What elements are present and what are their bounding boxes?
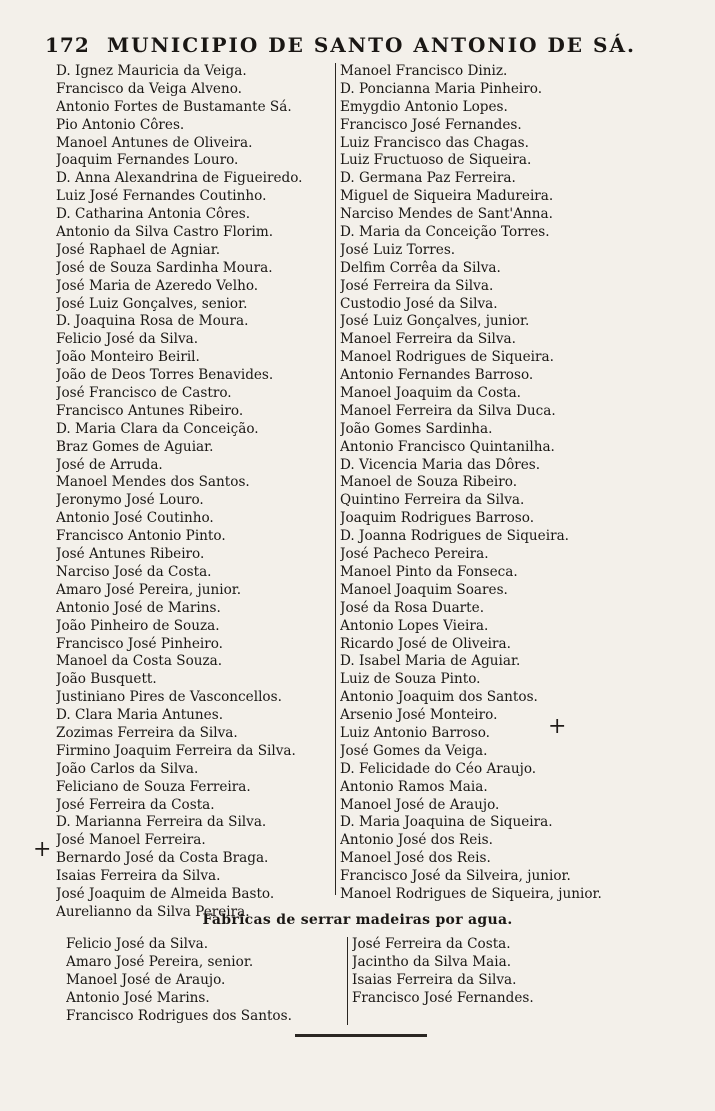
list-item: Manoel Rodrigues de Siqueira, junior. (340, 885, 602, 902)
list-item: Francisco da Veiga Alveno. (56, 80, 242, 97)
right-name-column (340, 63, 685, 904)
list-item: Antonio Francisco Quintanilha. (340, 438, 555, 455)
list-item: D. Poncianna Maria Pinheiro. (340, 80, 543, 97)
list-item: Antonio José Marins. (66, 989, 210, 1006)
list-item: Manoel Ferreira da Silva Duca. (340, 402, 556, 419)
list-item: Justiniano Pires de Vasconcellos. (56, 689, 282, 706)
list-item: Joaquim Fernandes Louro. (56, 152, 239, 169)
list-item: Luiz José Fernandes Coutinho. (56, 188, 267, 205)
list-item: D. Isabel Maria de Aguiar. (340, 653, 521, 670)
list-item: D. Felicidade do Céo Araujo. (340, 760, 537, 777)
list-item: José Luiz Gonçalves, senior. (56, 295, 248, 312)
list-item: Felicio José da Silva. (66, 936, 209, 952)
list-item: José Maria de Azeredo Velho. (56, 277, 259, 294)
list-item: José Raphael de Agniar. (56, 241, 221, 258)
list-item: Luiz de Souza Pinto. (340, 671, 481, 688)
list-item: Manoel Ferreira da Silva. (340, 331, 516, 348)
list-item: Isaias Ferreira da Silva. (352, 971, 517, 988)
list-item: Antonio Fortes de Bustamante Sá. (56, 98, 292, 115)
list-item: Manoel Mendes dos Santos. (56, 474, 250, 491)
list-item: Arsenio José Monteiro. (340, 707, 498, 724)
list-item: Isaias Ferreira da Silva. (56, 868, 221, 885)
list-item: Antonio José de Marins. (56, 599, 221, 616)
list-item: José de Souza Sardinha Moura. (56, 259, 273, 276)
list-item: D. Maria da Conceição Torres. (340, 224, 550, 241)
running-title: MUNICIPIO DE SANTO ANTONIO DE SÁ. (107, 33, 636, 57)
list-item: José Gomes da Veiga. (340, 742, 488, 759)
list-item: D. Anna Alexandrina de Figueiredo. (56, 170, 303, 187)
fabricas-left-column (66, 936, 336, 1025)
list-item: Manoel José dos Reis. (340, 850, 491, 867)
list-item: Feliciano de Souza Ferreira. (56, 778, 251, 795)
list-item: Luiz Antonio Barroso. (340, 724, 490, 741)
list-item: José Ferreira da Costa. (352, 936, 511, 952)
fabricas-right-column (352, 936, 652, 1008)
list-item: D. Catharina Antonia Côres. (56, 206, 251, 223)
list-item: Aurelianno da Silva Pereira. (56, 903, 250, 920)
list-item: Antonio José Coutinho. (56, 510, 214, 527)
list-item: Manoel José de Araujo. (340, 796, 500, 813)
list-item: D. Joaquina Rosa de Moura. (56, 313, 249, 330)
list-item: Francisco Rodrigues dos Santos. (66, 1007, 292, 1024)
list-item: José Joaquim de Almeida Basto. (56, 885, 275, 902)
list-item: D. Joanna Rodrigues de Siqueira. (340, 528, 569, 545)
list-item: D. Marianna Ferreira da Silva. (56, 814, 267, 831)
section-heading-fabricas: Fabricas de serrar madeiras por agua. (202, 912, 513, 928)
list-item: Francisco Antunes Ribeiro. (56, 402, 244, 419)
list-item: José Ferreira da Costa. (56, 796, 215, 813)
list-item: João de Deos Torres Benavides. (56, 367, 274, 384)
list-item: Custodio José da Silva. (340, 295, 498, 312)
handwritten-cross-mark-left: + (33, 837, 52, 862)
list-item: Narciso José da Costa. (56, 563, 212, 580)
list-item: Francisco José da Silveira, junior. (340, 868, 571, 885)
column-divider (335, 63, 336, 895)
end-rule (295, 1034, 427, 1037)
list-item: José Luiz Torres. (340, 241, 456, 258)
list-item: José Francisco de Castro. (56, 385, 232, 402)
list-item: Antonio Fernandes Barroso. (340, 367, 534, 384)
list-item: José Manoel Ferreira. (56, 832, 206, 849)
list-item: Braz Gomes de Aguiar. (56, 438, 214, 455)
list-item: Amaro José Pereira, senior. (66, 953, 254, 970)
list-item: Quintino Ferreira da Silva. (340, 492, 525, 509)
list-item: D. Germana Paz Ferreira. (340, 170, 516, 187)
list-item: João Pinheiro de Souza. (56, 617, 220, 634)
list-item: Francisco Antonio Pinto. (56, 528, 226, 545)
list-item: D. Maria Joaquina de Siqueira. (340, 814, 553, 831)
list-item: Manoel Francisco Diniz. (340, 63, 508, 79)
list-item: Francisco José Fernandes. (352, 989, 534, 1006)
list-item: Manoel Joaquim Soares. (340, 581, 508, 598)
list-item: Francisco José Pinheiro. (56, 635, 223, 652)
left-name-column (56, 63, 334, 922)
list-item: Manoel de Souza Ribeiro. (340, 474, 518, 491)
list-item: Antonio José dos Reis. (340, 832, 493, 849)
list-item: Antonio da Silva Castro Florim. (56, 224, 274, 241)
list-item: Antonio Ramos Maia. (340, 778, 488, 795)
list-item: João Busquett. (56, 671, 157, 688)
list-item: Ricardo José de Oliveira. (340, 635, 511, 652)
list-item: Manoel da Costa Souza. (56, 653, 223, 670)
list-item: Jeronymo José Louro. (56, 492, 204, 509)
list-item: Narciso Mendes de Sant'Anna. (340, 206, 553, 223)
list-item: Manoel Pinto da Fonseca. (340, 563, 518, 580)
list-item: João Carlos da Silva. (56, 760, 199, 777)
list-item: Pio Antonio Côres. (56, 116, 185, 133)
list-item: Felicio José da Silva. (56, 331, 199, 348)
list-item: José Luiz Gonçalves, junior. (340, 313, 530, 330)
list-item: José Antunes Ribeiro. (56, 546, 205, 563)
list-item: Manoel Rodrigues de Siqueira. (340, 349, 554, 366)
list-item: José da Rosa Duarte. (340, 599, 485, 616)
page-number: 172 (45, 33, 90, 57)
list-item: Jacintho da Silva Maia. (352, 953, 512, 970)
list-item: Manoel José de Araujo. (66, 971, 226, 988)
list-item: Joaquim Rodrigues Barroso. (340, 510, 535, 527)
list-item: Delfim Corrêa da Silva. (340, 259, 501, 276)
handwritten-cross-mark-right: + (548, 714, 567, 739)
list-item: Miguel de Siqueira Madureira. (340, 188, 554, 205)
list-item: José Pacheco Pereira. (340, 546, 489, 563)
list-item: José de Arruda. (56, 456, 163, 473)
list-item: Manoel Antunes de Oliveira. (56, 134, 253, 151)
page-header (45, 33, 636, 61)
list-item: Firmino Joaquim Ferreira da Silva. (56, 742, 296, 759)
list-item: D. Maria Clara da Conceição. (56, 420, 259, 437)
list-item: Bernardo José da Costa Braga. (56, 850, 269, 867)
list-item: Antonio Joaquim dos Santos. (340, 689, 538, 706)
list-item: Emygdio Antonio Lopes. (340, 98, 508, 115)
list-item: D. Clara Maria Antunes. (56, 707, 224, 724)
list-item: Luiz Fructuoso de Siqueira. (340, 152, 532, 169)
list-item: Zozimas Ferreira da Silva. (56, 724, 238, 741)
list-item: João Monteiro Beiril. (56, 349, 200, 366)
list-item: Manoel Joaquim da Costa. (340, 385, 522, 402)
list-item: Antonio Lopes Vieira. (340, 617, 489, 634)
list-item: Francisco José Fernandes. (340, 116, 522, 133)
fabricas-column-divider (347, 937, 348, 1025)
list-item: D. Ignez Mauricia da Veiga. (56, 63, 247, 79)
list-item: José Ferreira da Silva. (340, 277, 494, 294)
list-item: Luiz Francisco das Chagas. (340, 134, 529, 151)
list-item: Amaro José Pereira, junior. (56, 581, 242, 598)
list-item: João Gomes Sardinha. (340, 420, 493, 437)
list-item: D. Vicencia Maria das Dôres. (340, 456, 541, 473)
